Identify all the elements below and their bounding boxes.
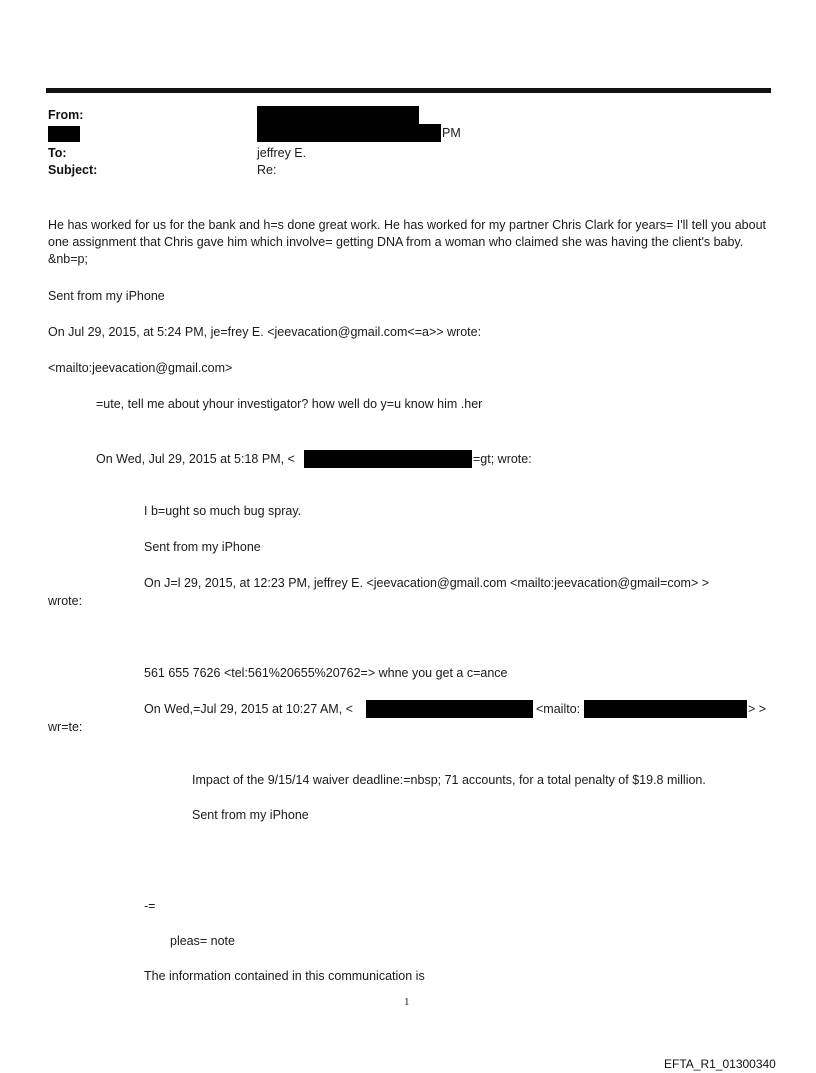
to-label: To: — [48, 146, 67, 160]
mailto-suffix: > > — [748, 702, 767, 716]
investigator-question: =ute, tell me about yhour investigator? how well do y=u know him .her — [96, 397, 483, 411]
to-value: jeffrey E. — [257, 146, 307, 160]
disclaimer-line: The information contained in this communication is — [144, 969, 425, 983]
redacted-sent-date — [257, 124, 441, 142]
quoted-header-524: On Jul 29, 2015, at 5:24 PM, je=frey E. <jeevacation@gmail.com<=a>> wrote: — [48, 325, 482, 339]
dash-equals: -= — [144, 899, 156, 913]
redacted-sender-1027 — [366, 700, 533, 718]
page-number: 1 — [404, 996, 410, 1008]
quoted-header-1223: On J=l 29, 2015, at 12:23 PM, jeffrey E. <jeevacation@gmail.com <mailto:jeevacation@gmail=com> > — [144, 576, 710, 590]
subject-label: Subject: — [48, 163, 98, 177]
sent-from-iphone-1: Sent from my iPhone — [48, 289, 165, 303]
body-paragraph: He has worked for us for the bank and h=s done great work. He has worked for my partner Chris Clark for years= I'll tell you about one assignment that Chris gave him which involve= getting DNA from a woman who claimed she was having the client's baby. &nb=p; — [48, 218, 767, 266]
wrote-line-1: wrote: — [48, 594, 83, 608]
redacted-sender-518 — [304, 450, 472, 468]
quoted-header-1027-prefix: On Wed,=Jul 29, 2015 at 10:27 AM, < — [144, 702, 353, 716]
sent-from-iphone-2: Sent from my iPhone — [144, 540, 261, 554]
wrote-line-2: wr=te: — [48, 720, 83, 734]
header-rule — [46, 88, 771, 93]
quoted-header-518-prefix: On Wed, Jul 29, 2015 at 5:18 PM, < — [96, 452, 295, 466]
subject-value: Re: — [257, 163, 277, 177]
from-label: From: — [48, 108, 84, 122]
impact-line: Impact of the 9/15/14 waiver deadline:=nbsp; 71 accounts, for a total penalty of $19.8 million. — [192, 773, 706, 787]
sent-from-iphone-3: Sent from my iPhone — [192, 808, 309, 822]
phone-line: 561 655 7626 <tel:561%20655%20762=> whne you get a c=ance — [144, 666, 508, 680]
mailto-prefix: <mailto: — [536, 702, 581, 716]
redacted-mailto-1027 — [584, 700, 747, 718]
bug-spray-line: I b=ught so much bug spray. — [144, 504, 302, 518]
mailto-line: <mailto:jeevacation@gmail.com> — [48, 361, 233, 375]
redacted-sent-label — [48, 126, 80, 142]
quoted-header-518-suffix: =gt; wrote: — [473, 452, 532, 466]
sent-time-suffix: PM — [442, 126, 461, 140]
please-note-line: pleas= note — [170, 934, 235, 948]
redacted-from-name — [257, 106, 419, 124]
document-id: EFTA_R1_01300340 — [664, 1057, 776, 1071]
